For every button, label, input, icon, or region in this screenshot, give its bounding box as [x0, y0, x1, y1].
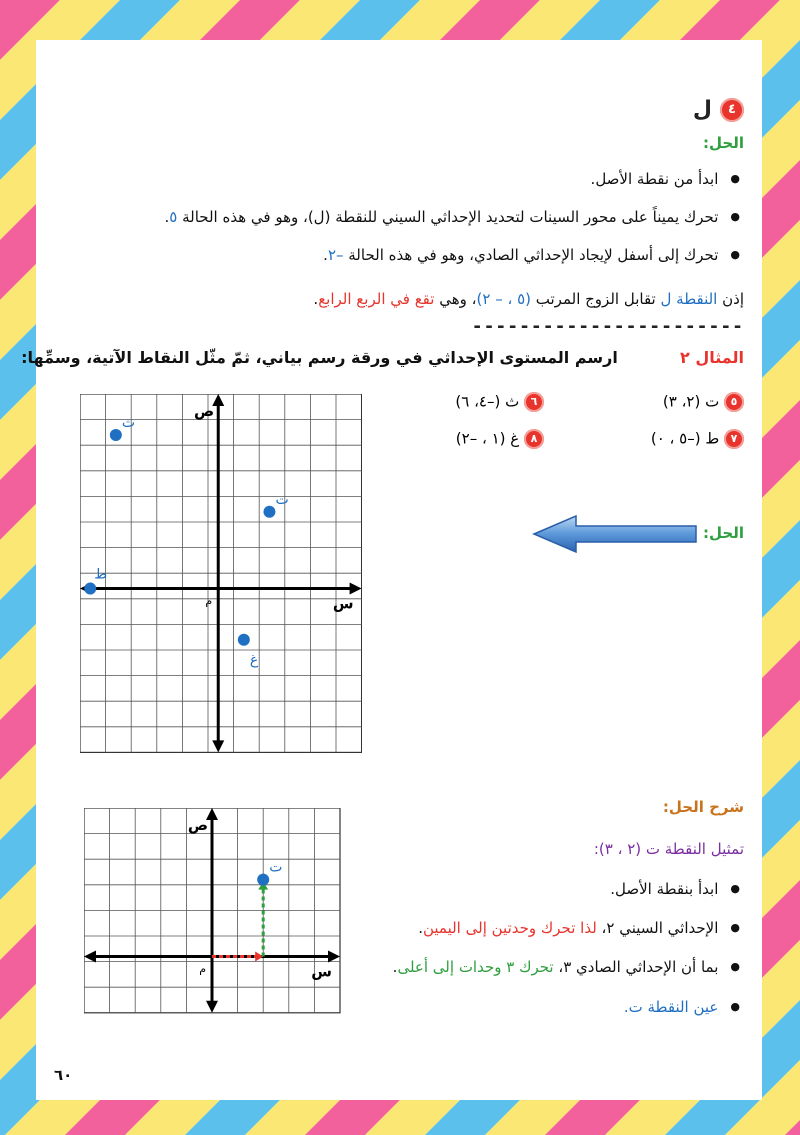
pointer-arrow-icon	[532, 514, 700, 554]
point-label-1: ت	[275, 491, 289, 508]
item-number-badge: ٤	[720, 98, 744, 122]
bullet-move-down: ● تحرك إلى أسفل لإيجاد الإحداثي الصادي، وهو في هذه الحالة –٢.	[323, 246, 740, 264]
plotted-point-2	[84, 583, 96, 595]
point-item-6: ٦ ث (–٤، ٦)	[455, 392, 544, 412]
bullet-move-right: ● تحرك يميناً على محور السينات لتحديد الإحداثي السيني للنقطة (ل)، وهو في هذه الحالة ٥.	[164, 208, 740, 226]
y-axis-label: ص	[194, 402, 215, 420]
point-label-3: غ	[249, 651, 259, 668]
point-item-7: ٧ ط (–٥ ، ٠)	[651, 429, 744, 449]
item-letter: ل	[692, 97, 712, 122]
solution-label: الحل:	[703, 134, 744, 152]
represent-point-line: تمثيل النقطة ت (٢ ، ٣):	[593, 840, 744, 858]
coordinate-plane-graph-2	[84, 808, 346, 1024]
x-axis-label: س	[332, 594, 354, 613]
point-item-8: ٨ غ (١ ، –٢)	[456, 429, 544, 449]
example-2-header	[21, 348, 744, 367]
point-item-5: ٥ ت (٢، ٣)	[663, 392, 744, 412]
bullet-2-move-up: ● بما أن الإحداثي الصادي ٣، تحرك ٣ وحدات إلى أعلى.	[393, 958, 740, 976]
plotted-point-0	[257, 874, 269, 886]
x-axis-label: س	[311, 962, 332, 981]
bullet-start-origin: ● ابدأ من نقطة الأصل.	[591, 170, 740, 188]
solution-label-2: الحل:	[703, 524, 744, 542]
y-axis-label: ص	[187, 816, 208, 834]
point-label-2: ط	[94, 566, 108, 583]
origin-label: م	[205, 594, 213, 608]
plotted-point-1	[263, 506, 275, 518]
page-number: ٦٠	[54, 1066, 73, 1084]
section-divider: -----------------------	[471, 316, 744, 337]
page-sheet	[21, 40, 762, 1100]
point-label-0: ت	[269, 859, 283, 876]
explanation-title: شرح الحل:	[662, 798, 744, 816]
conclusion-text: إذن النقطة ل تقابل الزوج المرتب (٥ ، – ٢)، وهي تقع في الربع الرابع.	[313, 290, 744, 308]
point-label-0: ث	[121, 414, 136, 431]
item-4-header	[693, 97, 744, 122]
plotted-point-0	[110, 429, 122, 441]
example-label: المثال ٢	[680, 348, 744, 367]
origin-label: م	[199, 962, 206, 976]
bullet-2-start: ● ابدأ بنقطة الأصل.	[610, 880, 740, 898]
bullet-2-move-right: ● الإحداثي السيني ٢، لذا تحرك وحدتين إلى اليمين.	[418, 919, 740, 937]
coordinate-plane-graph-1	[80, 394, 362, 766]
bullet-2-plot-point: ● عين النقطة ت.	[624, 998, 740, 1016]
example-instruction: ارسم المستوى الإحداثي في ورقة رسم بياني، ثمّ مثّل النقاط الآتية، وسمِّها:	[21, 348, 618, 367]
plotted-point-3	[238, 634, 250, 646]
